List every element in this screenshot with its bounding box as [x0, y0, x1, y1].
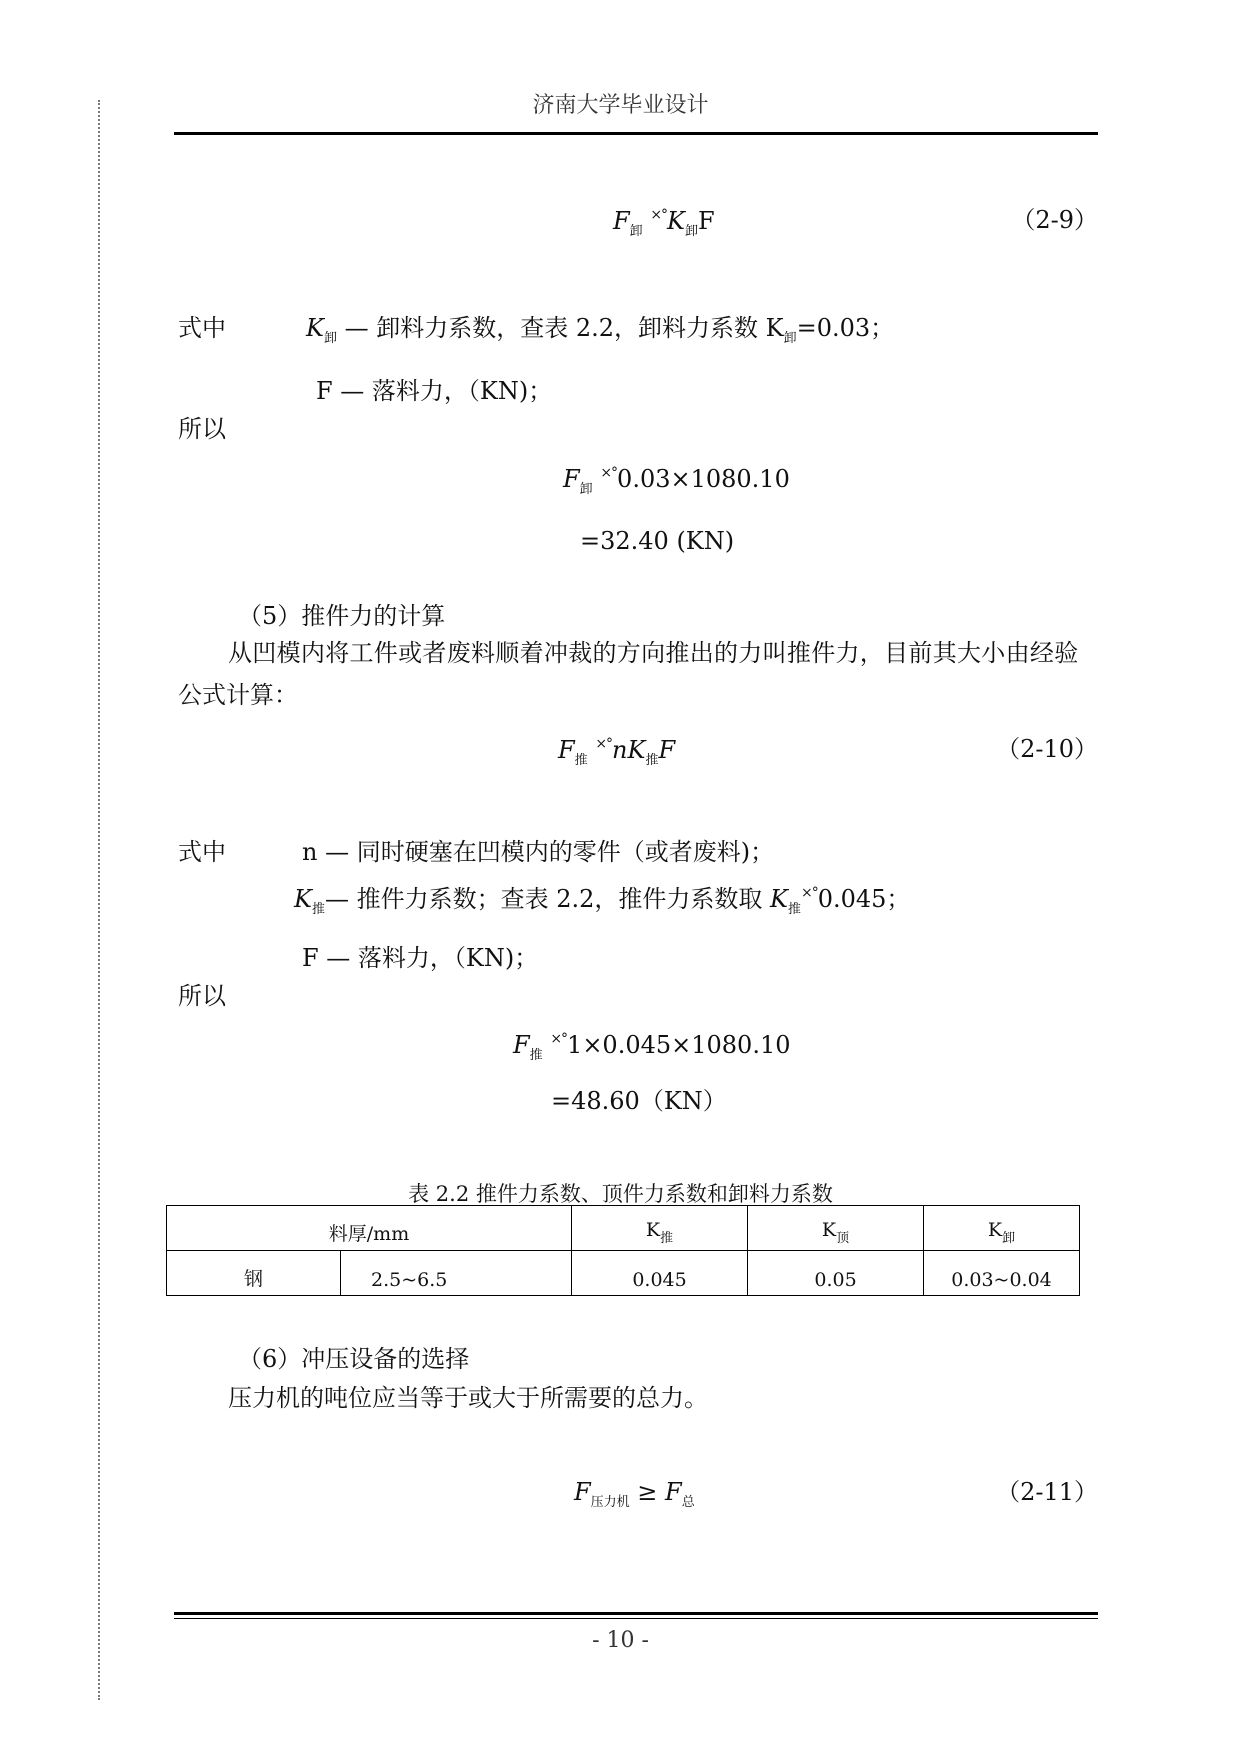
- calc-1-expression: $F_卸$ ×°0.03×1080.10: [563, 465, 790, 497]
- so-label-2: 所以: [178, 982, 226, 1010]
- where-1-line-2: F — 落料力，（KN)；: [316, 377, 553, 405]
- section-5-heading: （5）推件力的计算: [238, 602, 446, 630]
- header-k-top: $K_顶$: [748, 1206, 924, 1251]
- so-label: 所以: [178, 415, 226, 443]
- page-number: - 10 -: [592, 1628, 649, 1653]
- cell-k-push: 0.045: [572, 1251, 748, 1296]
- where-label: 式中: [178, 314, 226, 342]
- equation-number-2-9: （2-9）: [1011, 206, 1098, 234]
- where-1-line-1: $K_卸$ — 卸料力系数，查表 2.2，卸料力系数 $K_卸=0.03$；: [306, 314, 895, 346]
- header-k-push: $K_推$: [572, 1206, 748, 1251]
- section-6-paragraph: 压力机的吨位应当等于或大于所需要的总力。: [228, 1384, 708, 1412]
- formula-2-11: $F_{压力机} \ge F_总$: [574, 1478, 695, 1510]
- section-5-paragraph-line-1: 从凹模内将工件或者废料顺着冲裁的方向推出的力叫推件力，目前其大小由经验: [228, 639, 1079, 667]
- equation-number-2-11: （2-11）: [996, 1478, 1098, 1506]
- section-6-heading: （6）冲压设备的选择: [238, 1345, 470, 1373]
- binding-dotted-line: [98, 100, 100, 1700]
- footer-rule: [174, 1612, 1098, 1615]
- cell-range: 2.5~6.5: [341, 1251, 572, 1296]
- calc-1-result: =32.40 (KN): [580, 527, 735, 555]
- header-k-unload: $K_卸$: [924, 1206, 1080, 1251]
- table-header-row: [167, 1206, 1080, 1251]
- formula-2-9: $F_卸$ $^{\times^\circ}K_卸F$: [613, 207, 715, 239]
- equation-number-2-10: （2-10）: [996, 735, 1098, 763]
- header-thickness: 料厚/mm: [167, 1206, 572, 1251]
- calc-2-result: =48.60（KN）: [551, 1087, 727, 1115]
- formula-2-10: $F_推$ $^{\times^\circ}nK_推F$: [558, 736, 676, 768]
- where-2-line-2: $K_推—$ 推件力系数；查表 2.2，推件力系数取 $K_推^{\times^\circ}0.045$；: [294, 885, 911, 917]
- coefficient-table: [166, 1205, 1080, 1296]
- section-5-paragraph-line-2: 公式计算：: [178, 681, 298, 709]
- page-header-title: 济南大学毕业设计: [532, 93, 709, 118]
- where-label-2: 式中: [178, 838, 226, 866]
- cell-k-top: 0.05: [748, 1251, 924, 1296]
- calc-2-expression: $F_推$ ×°1×0.045×1080.10: [513, 1031, 791, 1063]
- where-2-line-1: n — 同时硬塞在凹模内的零件（或者废料)；: [302, 838, 775, 866]
- table-row: [167, 1251, 1080, 1296]
- table-caption: 表 2.2 推件力系数、顶件力系数和卸料力系数: [408, 1182, 833, 1206]
- footer-rule-thin: [174, 1618, 1098, 1619]
- cell-material: 钢: [167, 1251, 341, 1296]
- where-2-line-3: F — 落料力，（KN)；: [302, 944, 539, 972]
- cell-k-unload: 0.03~0.04: [924, 1251, 1080, 1296]
- header-rule: [174, 132, 1098, 135]
